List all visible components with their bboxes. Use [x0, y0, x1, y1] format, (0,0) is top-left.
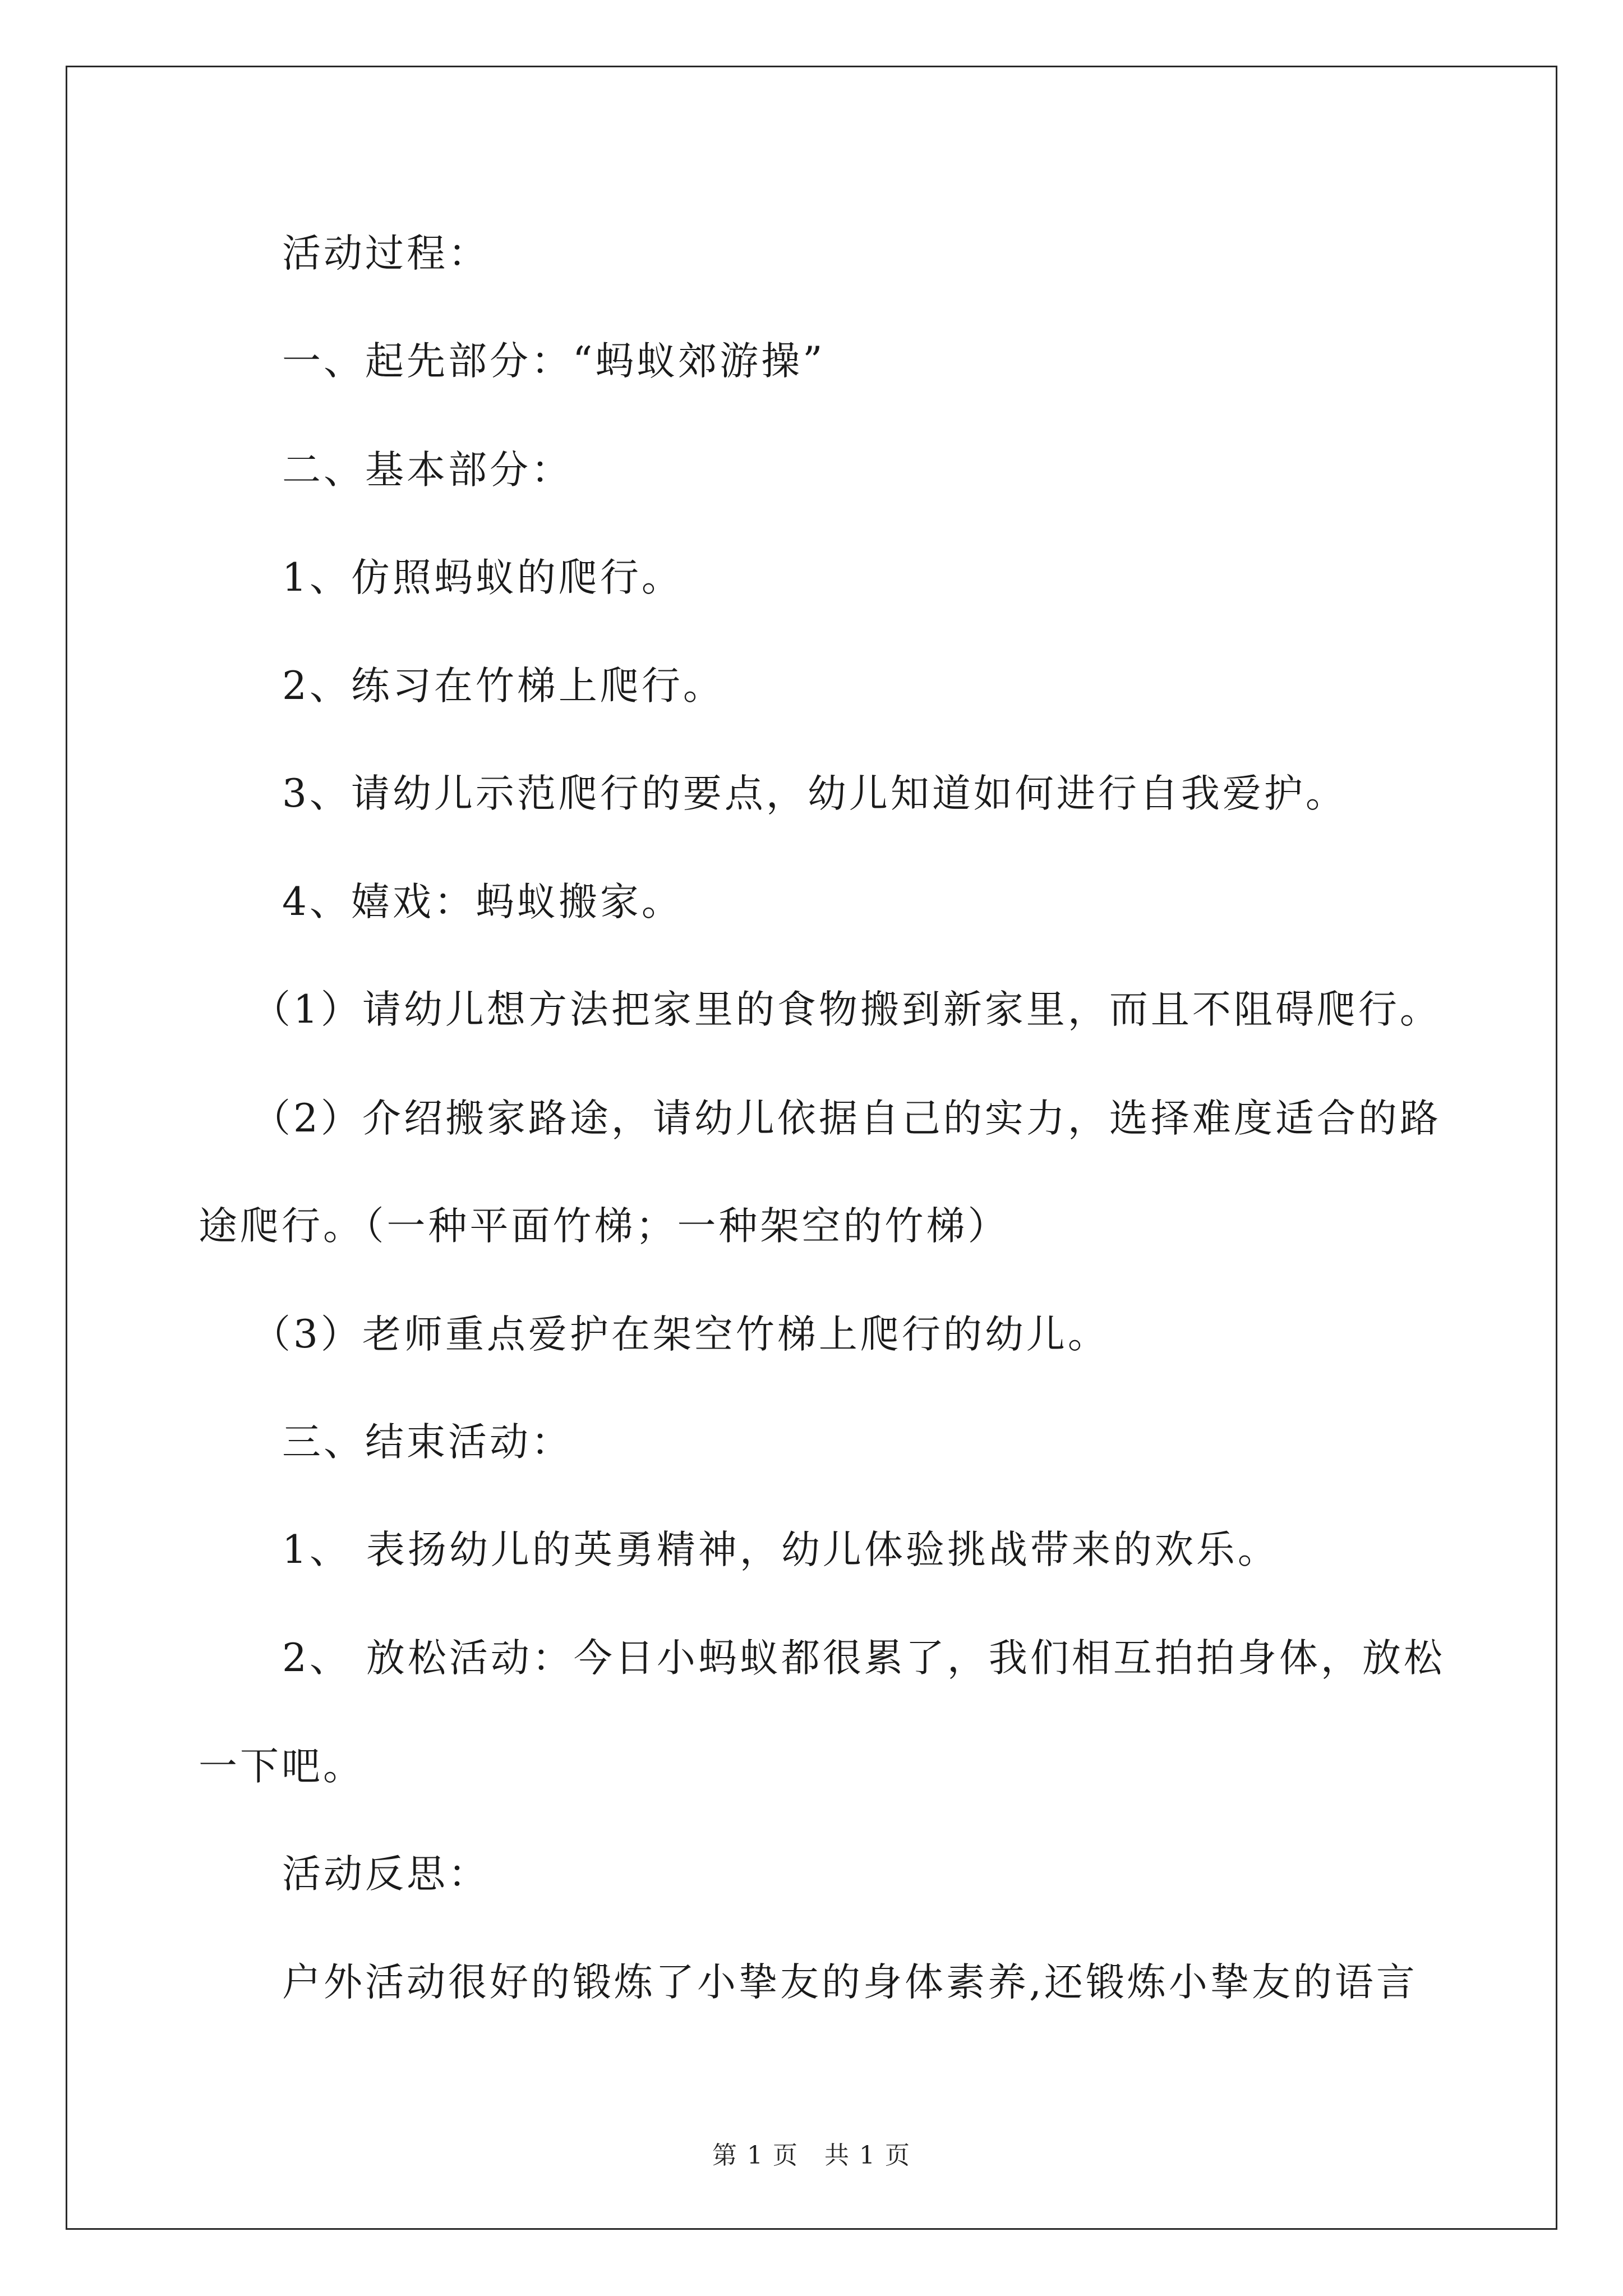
- paragraph-line: （2）介绍搬家路途，请幼儿依据自己的实力，选择难度适合的路: [252, 1096, 1441, 1141]
- paragraph-line: 三、结束活动：: [282, 1420, 573, 1465]
- page-border: [66, 66, 1557, 2230]
- paragraph-line: 2、练习在竹梯上爬行。: [282, 664, 725, 708]
- paragraph-line: 一、起先部分：“蚂蚁郊游操”: [282, 339, 826, 384]
- page-footer: 第 1 页 共 1 页: [712, 2141, 911, 2170]
- paragraph-line: 2、 放松活动：今日小蚂蚁都很累了，我们相互拍拍身体，放松: [282, 1636, 1445, 1681]
- paragraph-line: 4、嬉戏：蚂蚁搬家。: [282, 880, 683, 924]
- section-heading-process: 活动过程：: [282, 231, 490, 276]
- section-heading-reflection: 活动反思：: [282, 1852, 490, 1897]
- paragraph-line: 3、请幼儿示范爬行的要点，幼儿知道如何进行自我爱护。: [282, 771, 1347, 816]
- paragraph-line: 1、仿照蚂蚁的爬行。: [282, 555, 683, 600]
- paragraph-line: （3）老师重点爱护在架空竹梯上爬行的幼儿。: [252, 1312, 1109, 1357]
- paragraph-line: 途爬行。（一种平面竹梯；一种架空的竹梯）: [199, 1204, 1009, 1249]
- paragraph-line: 1、 表扬幼儿的英勇精神，幼儿体验挑战带来的欢乐。: [282, 1527, 1279, 1572]
- paragraph-line: 一下吧。: [199, 1744, 365, 1789]
- paragraph-line: （1）请幼儿想方法把家里的食物搬到新家里，而且不阻碍爬行。: [252, 987, 1441, 1032]
- paragraph-line: 二、基本部分：: [282, 448, 573, 493]
- paragraph-line: 户外活动很好的锻炼了小挚友的身体素养,还锻炼小挚友的语言: [282, 1960, 1418, 2005]
